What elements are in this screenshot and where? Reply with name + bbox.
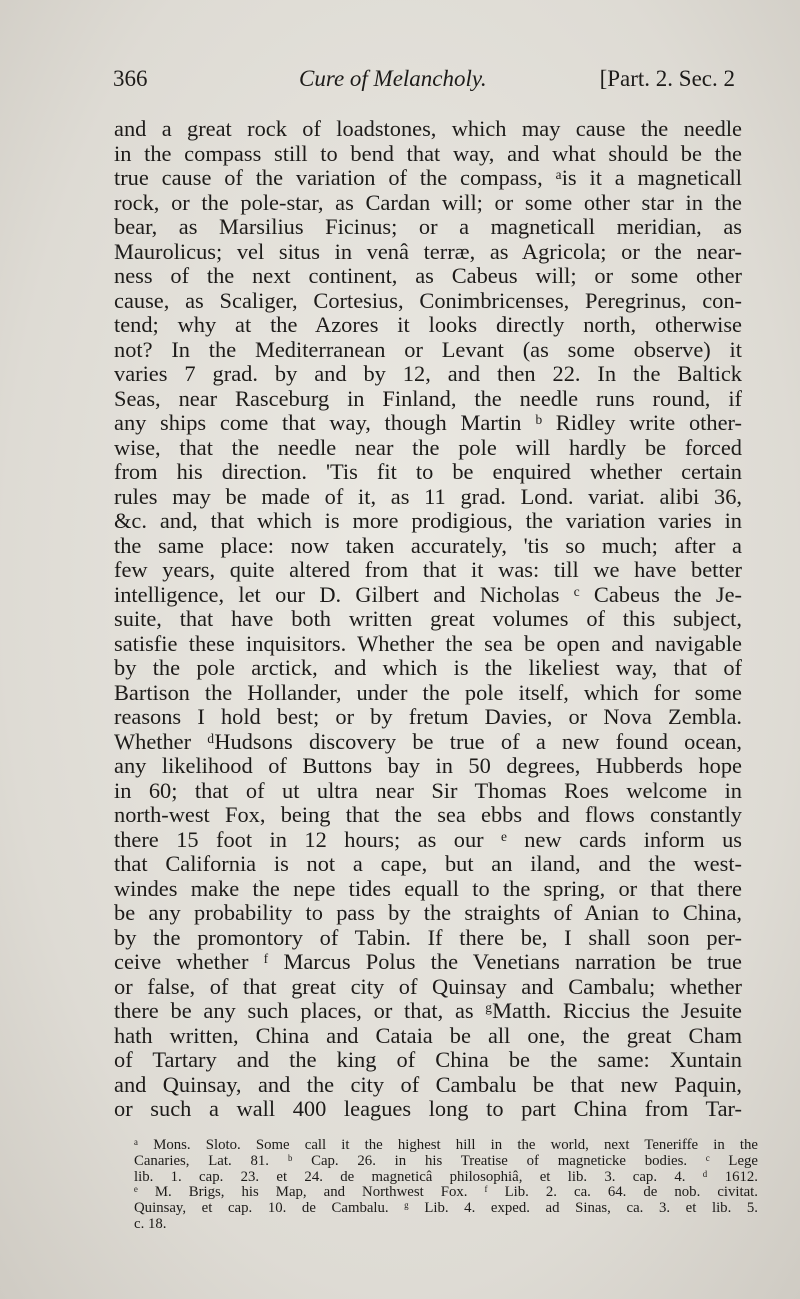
body-line: few years, quite altered from that it was: till we have better bbox=[114, 557, 742, 582]
footnote-line: Canaries, Lat. 81. ᵇ Cap. 26. in his Treatise of magneticke bodies. ᶜ Lege bbox=[134, 1152, 758, 1169]
body-line: Whether ᵈHudsons discovery be true of a new found ocean, bbox=[114, 728, 742, 754]
part-section-label: [Part. 2. Sec. 2 bbox=[599, 66, 735, 91]
body-line: ness of the next continent, as Cabeus will; or some other bbox=[114, 263, 742, 288]
body-line: in 60; that of ut ultra near Sir Thomas Roes welcome in bbox=[114, 777, 742, 803]
footnotes bbox=[134, 1138, 758, 1233]
body-line: and a great rock of loadstones, which may cause the needle bbox=[114, 116, 742, 141]
body-line: satisfie these inquisitors. Whether the sea be open and navigable bbox=[114, 630, 742, 656]
body-line: tend; why at the Azores it looks directly north, otherwise bbox=[114, 312, 742, 337]
running-title: Cure of Melancholy. bbox=[299, 66, 487, 91]
body-line: or false, of that great city of Quinsay and Cambalu; whether bbox=[114, 973, 742, 999]
body-line: windes make the nepe tides equall to the spring, or that there bbox=[114, 875, 742, 901]
body-line: there be any such places, or that, as ᵍMatth. Riccius the Jesuite bbox=[114, 998, 742, 1023]
body-line: by the pole arctick, and which is the likeliest way, that of bbox=[114, 655, 742, 680]
body-line: true cause of the variation of the compass, ᵃis it a magneticall bbox=[114, 165, 742, 190]
body-line: any likelihood of Buttons bay in 50 degrees, Hubberds hope bbox=[114, 753, 742, 778]
body-line: ceive whether ᶠ Marcus Polus the Venetians narration be true bbox=[114, 949, 742, 974]
body-line: Seas, near Rasceburg in Finland, the needle runs round, if bbox=[114, 385, 742, 411]
body-line: in the compass still to bend that way, and what should be the bbox=[114, 140, 742, 166]
body-line: rules may be made of it, as 11 grad. Lond. variat. alibi 36, bbox=[114, 483, 742, 509]
body-line: there 15 foot in 12 hours; as our ᵉ new cards inform us bbox=[114, 826, 742, 852]
body-line: cause, as Scaliger, Cortesius, Conimbricenses, Peregrinus, con- bbox=[114, 287, 742, 313]
footnote-line: c. 18. bbox=[134, 1215, 167, 1232]
body-line: north-west Fox, being that the sea ebbs and flows constantly bbox=[114, 802, 742, 827]
body-line: intelligence, let our D. Gilbert and Nicholas ᶜ Cabeus the Je- bbox=[114, 581, 742, 607]
body-line: bear, as Marsilius Ficinus; or a magneticall meridian, as bbox=[114, 214, 742, 239]
body-line: rock, or the pole-star, as Cardan will; or some other star in the bbox=[114, 189, 742, 215]
page-number: 366 bbox=[113, 66, 148, 91]
body-line: varies 7 grad. by and by 12, and then 22. In the Baltick bbox=[114, 361, 742, 386]
body-line: by the promontory of Tabin. If there be, I shall soon per- bbox=[114, 924, 742, 950]
body-line: reasons I hold best; or by fretum Davies, or Nova Zembla. bbox=[114, 704, 742, 729]
body-line: Maurolicus; vel situs in venâ terræ, as Agricola; or the near- bbox=[114, 238, 742, 264]
body-text bbox=[114, 117, 742, 1122]
body-line: the same place: now taken accurately, 'tis so much; after a bbox=[114, 532, 742, 558]
body-line: from his direction. 'Tis fit to be enquired whether certain bbox=[114, 459, 742, 484]
body-line: suite, that have both written great volumes of this subject, bbox=[114, 606, 742, 631]
body-line: not? In the Mediterranean or Levant (as some observe) it bbox=[114, 336, 742, 362]
body-line: &c. and, that which is more prodigious, the variation varies in bbox=[114, 508, 742, 533]
body-line: of Tartary and the king of China be the same: Xuntain bbox=[114, 1047, 742, 1072]
body-line: that California is not a cape, but an iland, and the west- bbox=[114, 851, 742, 876]
body-line: or such a wall 400 leagues long to part China from Tar- bbox=[114, 1096, 742, 1121]
body-line: any ships come that way, though Martin ᵇ Ridley write other- bbox=[114, 410, 742, 435]
body-line: be any probability to pass by the straights of Anian to China, bbox=[114, 900, 742, 925]
footnote-line: ᵃ Mons. Sloto. Some call it the highest hill in the world, next Teneriffe in the bbox=[134, 1137, 758, 1153]
body-line: and Quinsay, and the city of Cambalu be that new Paquin, bbox=[114, 1071, 742, 1097]
body-line: Bartison the Hollander, under the pole itself, which for some bbox=[114, 679, 742, 705]
footnote-line: Quinsay, et cap. 10. de Cambalu. ᵍ Lib. 4. exped. ad Sinas, ca. 3. et lib. 5. bbox=[134, 1200, 758, 1217]
body-line: wise, that the needle near the pole will hardly be forced bbox=[114, 434, 742, 460]
body-line: hath written, China and Cataia be all one, the great Cham bbox=[114, 1022, 742, 1048]
footnote-line: lib. 1. cap. 23. et 24. de magneticâ philosophiâ, et lib. 3. cap. 4. ᵈ 1612. bbox=[134, 1168, 758, 1185]
footnote-line: ᵉ M. Brigs, his Map, and Northwest Fox. ᶠ Lib. 2. ca. 64. de nob. civitat. bbox=[134, 1184, 758, 1201]
running-header bbox=[113, 60, 735, 96]
